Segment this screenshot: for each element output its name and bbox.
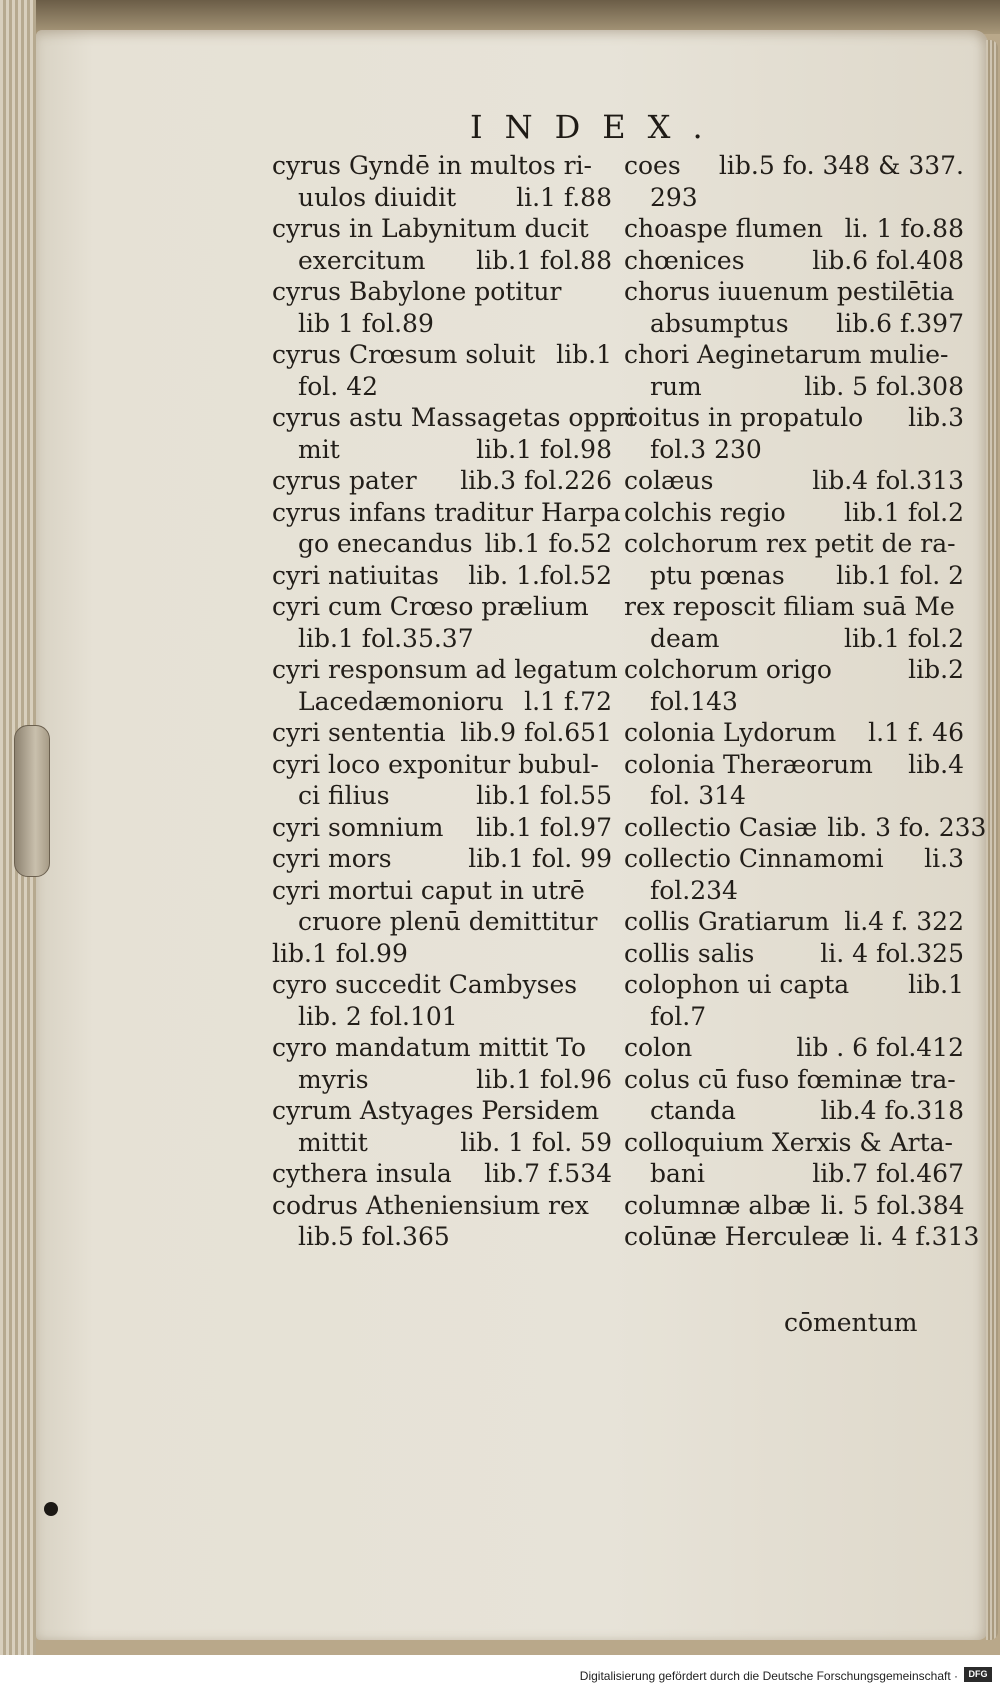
entry-text: cyrus Babylone potitur <box>272 277 562 306</box>
index-entry <box>624 339 964 402</box>
entry-reference: lib.3 <box>908 403 964 432</box>
entry-text: coes <box>624 151 681 180</box>
entry-text: colūnæ Herculeæ <box>624 1222 850 1251</box>
entry-text: cyrum Astyages Persidem <box>272 1096 600 1125</box>
entry-reference <box>956 528 966 560</box>
entry-reference: lib.1 fol.55 <box>476 781 612 810</box>
entry-text: cyri cum Crœso prælium <box>272 592 589 621</box>
entry-text: fol. 42 <box>298 371 379 401</box>
entry-reference: li. 5 fol.384 <box>820 1190 965 1220</box>
entry-reference: lib.6 f.397 <box>836 308 964 338</box>
entry-reference: lib.1 fol.98 <box>476 434 612 464</box>
entry-text: rex reposcit filiam suā Me <box>624 592 955 621</box>
index-entry <box>272 938 612 970</box>
entry-reference <box>954 276 964 308</box>
entry-line <box>624 497 964 529</box>
index-entry <box>272 1032 612 1095</box>
entry-reference <box>954 1001 964 1033</box>
entry-text: 293 <box>650 182 698 212</box>
entry-text: exercitum <box>298 245 426 275</box>
entry-line <box>624 969 964 1001</box>
index-entry <box>272 969 612 1032</box>
entry-text: chorus iuuenum pestilētia <box>624 277 955 306</box>
entry-line <box>624 686 964 718</box>
entry-line <box>272 1095 612 1127</box>
entry-line <box>272 182 612 214</box>
entry-line <box>624 402 964 434</box>
entry-reference <box>954 780 964 812</box>
entry-line <box>624 528 964 560</box>
index-entry <box>272 560 612 592</box>
entry-text: fol.7 <box>650 1001 707 1031</box>
index-entry <box>624 276 964 339</box>
entry-line <box>624 843 964 875</box>
entry-line <box>272 780 612 812</box>
index-entry <box>624 969 964 1032</box>
entry-reference: lib.4 fol.313 <box>812 466 964 495</box>
entry-line <box>272 843 612 875</box>
index-entry <box>272 1190 612 1253</box>
entry-reference <box>602 875 612 907</box>
entry-line <box>624 623 964 655</box>
page-edge <box>986 40 998 1640</box>
entry-line <box>624 749 964 781</box>
entry-line <box>272 1064 612 1096</box>
entry-line <box>272 812 612 844</box>
entry-reference: l.1 f.72 <box>524 686 612 716</box>
entry-line <box>624 906 964 938</box>
entry-line <box>272 1127 612 1159</box>
entry-line <box>624 276 964 308</box>
entry-line <box>624 339 964 371</box>
entry-text: cyrus Gyndē in multos ri- <box>272 151 593 180</box>
entry-line <box>272 308 612 340</box>
entry-text: bani <box>650 1159 706 1188</box>
entry-reference <box>602 749 612 781</box>
entry-reference: lib.1 fol.97 <box>476 812 612 842</box>
index-entry <box>624 812 987 844</box>
entry-text: collectio Casiæ <box>624 812 818 842</box>
entry-text: lib 1 fol.89 <box>298 308 434 338</box>
index-entry <box>272 717 612 749</box>
book-top-edge <box>0 0 1000 34</box>
index-entry <box>272 1095 612 1158</box>
entry-text: cythera insula <box>272 1159 452 1188</box>
entry-line <box>272 938 612 970</box>
entry-text: deam <box>650 623 720 653</box>
entry-reference <box>602 1032 612 1064</box>
entry-reference <box>602 1001 612 1033</box>
entry-reference: lib.4 <box>908 749 964 779</box>
entry-reference: lib.9 fol.651 <box>460 718 612 747</box>
entry-reference: lib.1 fol.2 <box>844 497 964 527</box>
entry-line <box>272 686 612 718</box>
entry-reference: lib.4 fo.318 <box>820 1096 964 1125</box>
entry-text: go enecandus <box>298 529 473 558</box>
index-entry <box>624 245 964 277</box>
entry-text: cruore plenū demittitur <box>298 907 598 936</box>
entry-text: absumptus <box>650 308 789 338</box>
entry-reference: li.3 <box>924 844 964 873</box>
index-entry <box>624 717 964 749</box>
entry-reference <box>602 1190 612 1222</box>
index-entry <box>624 654 964 717</box>
entry-text: myris <box>298 1064 369 1094</box>
index-entry <box>272 875 612 938</box>
entry-text: cyri loco exponitur bubul- <box>272 749 599 779</box>
entry-reference <box>954 339 964 371</box>
entry-text: cyro mandatum mittit To <box>272 1033 587 1062</box>
entry-line <box>624 560 964 592</box>
entry-line <box>624 182 964 214</box>
entry-reference: lib. 3 fo. 233 <box>827 812 987 842</box>
index-entry <box>272 591 612 654</box>
entry-text: ptu pœnas <box>650 560 785 590</box>
index-entry <box>624 1190 964 1222</box>
entry-reference <box>602 150 612 182</box>
entry-text: ctanda <box>650 1096 736 1125</box>
index-entry <box>624 465 964 497</box>
entry-text: Lacedæmonioru <box>298 686 504 716</box>
entry-line <box>624 1001 964 1033</box>
entry-line <box>624 1095 964 1127</box>
index-entry <box>272 654 618 717</box>
entry-line <box>272 213 612 245</box>
entry-line <box>624 938 964 970</box>
index-entry <box>624 402 964 465</box>
entry-text: colon <box>624 1033 693 1062</box>
entry-line <box>624 780 964 812</box>
entry-text: chori Aeginetarum mulie- <box>624 340 949 369</box>
right-column <box>624 150 987 1253</box>
entry-line <box>272 150 612 182</box>
entry-line <box>272 339 612 371</box>
entry-reference <box>956 1064 966 1096</box>
entry-text: colchis regio <box>624 497 786 527</box>
entry-reference <box>602 938 612 970</box>
entry-line <box>272 623 612 655</box>
entry-line <box>624 654 964 686</box>
entry-reference <box>954 434 964 466</box>
entry-text: cyri natiuitas <box>272 560 439 590</box>
entry-line <box>272 465 612 497</box>
entry-reference <box>602 969 612 1001</box>
entry-line <box>624 1158 964 1190</box>
entry-line <box>272 654 618 686</box>
index-entry <box>624 843 964 906</box>
entry-line <box>272 1032 612 1064</box>
entry-line <box>272 875 612 907</box>
entry-reference <box>602 276 612 308</box>
entry-text: ci filius <box>298 781 390 810</box>
index-entry <box>624 906 964 938</box>
entry-reference: lib.5 fo. 348 & 337. <box>718 151 964 180</box>
entry-line <box>624 150 964 182</box>
entry-text: colonia Lydorum <box>624 718 837 747</box>
entry-text: rum <box>650 371 702 401</box>
entry-text: cyri mors <box>272 844 392 873</box>
entry-text: collis salis <box>624 938 755 968</box>
page-header: INDEX. <box>470 108 725 146</box>
index-entry <box>272 465 612 497</box>
entry-reference <box>602 591 612 623</box>
entry-reference <box>602 213 612 245</box>
index-entry <box>624 1064 964 1127</box>
index-entry <box>624 938 964 970</box>
index-entry <box>272 843 612 875</box>
entry-reference: lib.1 fol.96 <box>476 1064 612 1094</box>
entry-reference <box>954 875 964 907</box>
entry-reference <box>955 591 965 623</box>
entry-text: cyrus astu Massagetas oppri <box>272 403 636 432</box>
entry-line <box>272 528 612 560</box>
entry-line <box>272 969 612 1001</box>
entry-reference: lib.1 <box>908 970 964 999</box>
entry-text: colus cū fuso fœminæ tra- <box>624 1064 956 1094</box>
entry-text: chœnices <box>624 245 745 275</box>
entry-reference: lib.1 fol. 2 <box>836 560 964 590</box>
entry-text: fol.3 230 <box>650 434 762 464</box>
entry-reference <box>602 371 612 403</box>
entry-reference: lib. 5 fol.308 <box>804 371 964 401</box>
entry-text: cyrus Crœsum soluit <box>272 340 536 369</box>
index-entry <box>624 749 964 812</box>
entry-line <box>272 906 612 938</box>
ink-smudge <box>44 1502 58 1516</box>
entry-line <box>272 276 612 308</box>
entry-reference: lib.2 <box>908 655 964 684</box>
entry-text: uulos diuidit <box>298 182 457 212</box>
entry-line <box>272 245 612 277</box>
left-column <box>272 150 636 1253</box>
index-entry <box>624 213 964 245</box>
entry-text: cyri mortui caput in utrē <box>272 875 585 905</box>
entry-reference: lib.7 fol.467 <box>812 1159 964 1188</box>
entry-reference <box>954 1127 964 1159</box>
entry-text: cyri somnium <box>272 812 444 842</box>
index-entry <box>624 1127 964 1190</box>
entry-line <box>272 749 612 781</box>
entry-text: codrus Atheniensium rex <box>272 1190 589 1220</box>
entry-text: lib. 2 fol.101 <box>298 1001 458 1031</box>
entry-text: choaspe flumen <box>624 214 824 243</box>
entry-reference: lib. 1.fol.52 <box>468 560 612 590</box>
entry-text: lib.1 fol.99 <box>272 938 408 968</box>
entry-line <box>272 1190 612 1222</box>
index-entry <box>624 591 964 654</box>
entry-line <box>624 812 987 844</box>
entry-line <box>624 434 964 466</box>
entry-reference: li. 4 f.313 <box>859 1222 980 1251</box>
entry-text: colchorum origo <box>624 655 832 684</box>
entry-text: coitus in propatulo <box>624 403 864 432</box>
entry-line <box>624 1127 964 1159</box>
entry-text: colonia Theræorum <box>624 749 873 779</box>
entry-text: cyro succedit Cambyses <box>272 970 578 999</box>
entry-text: colophon ui capta <box>624 970 850 999</box>
entry-text: lib.5 fol.365 <box>298 1222 450 1251</box>
index-entry <box>272 276 612 339</box>
entry-line <box>272 1158 612 1190</box>
entry-text: colloquium Xerxis & Arta- <box>624 1127 953 1157</box>
entry-line <box>624 591 964 623</box>
entry-line <box>272 497 621 529</box>
entry-line <box>624 1032 964 1064</box>
entry-reference: lib.6 fol.408 <box>812 245 964 275</box>
index-entry <box>624 150 964 213</box>
entry-line <box>272 434 612 466</box>
entry-text: mit <box>298 434 340 464</box>
entry-reference: lib.3 fol.226 <box>460 466 612 495</box>
entry-reference: lib. 1 fol. 59 <box>460 1127 612 1157</box>
entry-line <box>624 875 964 907</box>
entry-reference <box>602 906 612 938</box>
entry-text: colchorum rex petit de ra- <box>624 529 956 558</box>
entry-reference <box>602 623 612 655</box>
entry-text: fol. 314 <box>650 781 746 810</box>
entry-text: cyrus pater <box>272 466 417 495</box>
entry-line <box>272 591 612 623</box>
entry-text: cyrus in Labynitum ducit <box>272 214 589 243</box>
index-entry <box>272 749 612 812</box>
index-entry <box>272 497 621 560</box>
entry-text: cyri responsum ad legatum <box>272 655 618 684</box>
entry-text: mittit <box>298 1127 368 1157</box>
entry-line <box>624 213 964 245</box>
entry-text: lib.1 fol.35.37 <box>298 623 474 653</box>
entry-line <box>624 308 964 340</box>
entry-reference <box>954 686 964 718</box>
entry-line <box>624 371 964 403</box>
entry-reference: li.1 f.88 <box>516 182 612 212</box>
entry-text: colæus <box>624 466 714 495</box>
entry-reference <box>954 182 964 214</box>
index-entry <box>624 1032 964 1064</box>
entry-reference: lib.1 fol.2 <box>844 623 964 653</box>
entry-reference: l.1 f. 46 <box>868 718 964 747</box>
index-entry <box>272 402 636 465</box>
page-clip <box>14 725 50 877</box>
entry-line <box>624 245 964 277</box>
entry-text: fol.234 <box>650 875 738 905</box>
index-entry <box>272 1158 612 1190</box>
entry-reference <box>602 1221 612 1253</box>
entry-text: collis Gratiarum <box>624 907 830 936</box>
index-entry <box>272 339 612 402</box>
entry-text: cyrus infans traditur Harpa <box>272 497 621 527</box>
entry-line <box>624 1190 964 1222</box>
entry-line <box>624 465 964 497</box>
entry-line <box>272 371 612 403</box>
entry-reference: li. 1 fo.88 <box>844 214 964 243</box>
index-entry <box>624 497 964 529</box>
entry-reference: lib.1 fol. 99 <box>468 844 612 873</box>
entry-reference <box>602 1095 612 1127</box>
footer-credit: Digitalisierung gefördert durch die Deutsche Forschungsgemeinschaft · <box>579 1669 958 1683</box>
entry-line <box>624 1221 980 1253</box>
entry-text: cyri sententia <box>272 718 446 747</box>
catchword: cōmentum <box>784 1308 918 1337</box>
index-entry <box>272 150 612 213</box>
entry-line <box>272 1001 612 1033</box>
index-entry <box>272 812 612 844</box>
entry-line <box>272 1221 612 1253</box>
entry-line <box>624 717 964 749</box>
entry-line <box>272 717 612 749</box>
entry-line <box>272 560 612 592</box>
entry-reference: li. 4 fol.325 <box>820 938 964 968</box>
entry-text: fol.143 <box>650 686 738 716</box>
entry-reference: lib.1 fol.88 <box>476 245 612 275</box>
entry-reference <box>602 308 612 340</box>
entry-line <box>272 402 636 434</box>
entry-text: collectio Cinnamomi <box>624 844 884 873</box>
entry-reference: lib . 6 fol.412 <box>796 1033 964 1062</box>
entry-line <box>624 1064 964 1096</box>
entry-reference: lib.7 f.534 <box>484 1159 612 1188</box>
entry-reference: lib.1 fo.52 <box>484 529 612 558</box>
index-entry <box>624 528 964 591</box>
entry-reference: lib.1 <box>556 340 612 369</box>
index-entry <box>272 213 612 276</box>
entry-text: columnæ albæ <box>624 1190 811 1220</box>
dfg-logo: DFG <box>964 1667 992 1682</box>
entry-reference: li.4 f. 322 <box>844 907 964 936</box>
index-entry <box>624 1221 980 1253</box>
